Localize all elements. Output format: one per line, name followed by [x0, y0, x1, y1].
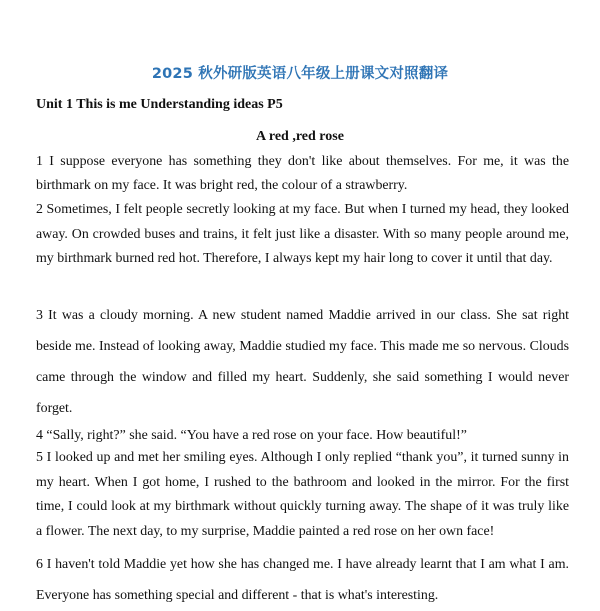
paragraph-4: 4 “Sally, right?” she said. “You have a red rose on your face. How beautiful!” — [36, 428, 467, 443]
unit-heading: Unit 1 This is me Understanding ideas P5 — [36, 97, 283, 112]
paragraph-5: 5 I looked up and met her smiling eyes. Although I only replied “thank you”, it turned sunny in my heart. When I got home, I rushed to the bathroom and looked in the mirror. For the first time, I could look at my birthmark without quickly turning away. The shape of it was truly like a flower. The next day, to my surprise, Maddie painted a red rose on her own face! — [36, 450, 569, 539]
document-title: 2025 秋外研版英语八年级上册课文对照翻译 — [151, 66, 449, 82]
paragraph-1: 1 I suppose everyone has something they don't like about themselves. For me, it was the birthmark on my face. It was bright red, the colour of a strawberry. — [36, 154, 569, 193]
paragraph-2: 2 Sometimes, I felt people secretly looking at my face. But when I turned my head, they looked away. On crowded buses and trains, it felt just like a disaster. With so many people around me, my birthmark burned red hot. Therefore, I always kept my hair long to cover it until that day. — [36, 202, 569, 266]
paragraph-3: 3 It was a cloudy morning. A new student named Maddie arrived in our class. She sat right beside me. Instead of looking away, Maddie studied my face. This made me so nervous. Clouds came through the window and filled my heart. Suddenly, she said something I would never forget. — [36, 308, 569, 416]
text-title: A red ,red rose — [256, 129, 344, 144]
paragraph-6: 6 I haven't told Maddie yet how she has changed me. I have already learnt that I am what I am. Everyone has something special and different - that is what's interesting. — [36, 557, 569, 603]
